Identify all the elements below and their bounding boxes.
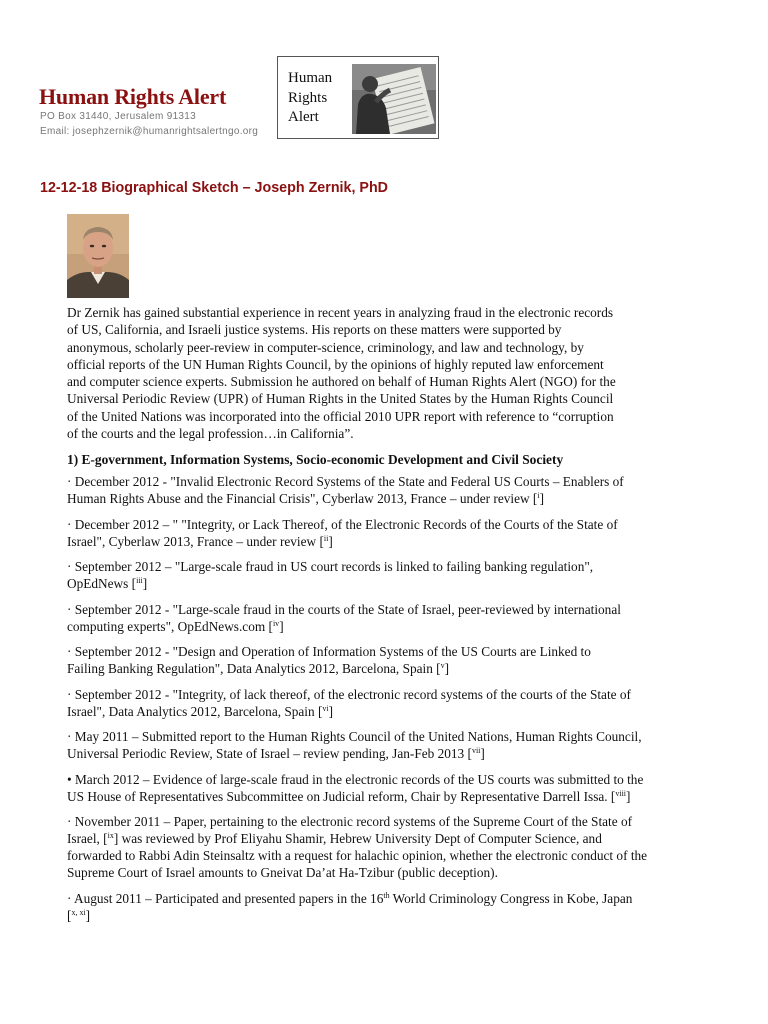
org-name: Human Rights Alert: [39, 84, 227, 109]
entry-line: [67, 703, 707, 720]
logo-wordmark: [288, 69, 332, 128]
entry-text: Universal Periodic Review, State of Israel – review pending, Jan-Feb 2013 [: [67, 746, 472, 761]
entry-line: [67, 516, 707, 533]
entry-text: • March 2012 – Evidence of large-scale fraud in the electronic records of the US courts was submitted to the: [67, 771, 644, 787]
publication-entry: [67, 813, 707, 881]
entry-line: [67, 686, 707, 703]
footnote-marker[interactable]: vii: [471, 746, 481, 755]
entry-text: ]: [142, 576, 148, 591]
entry-line: [67, 788, 707, 805]
entry-line: [67, 490, 707, 507]
entry-text: · September 2012 - "Design and Operation of Information Systems of the US Courts are Linked to: [67, 644, 591, 659]
footnote-marker[interactable]: i: [537, 491, 540, 500]
entry-text: ]: [328, 703, 334, 719]
footnote-marker[interactable]: x, xi: [71, 907, 86, 917]
footnote-marker[interactable]: iii: [136, 576, 143, 585]
publication-entry: [67, 643, 707, 677]
entry-line: [67, 864, 707, 881]
bio-line: of US, California, and Israeli justice systems. His reports on these matters were supported by: [67, 322, 562, 338]
entry-text: ]: [85, 907, 91, 923]
entry-text: · September 2012 - "Large-scale fraud in the courts of the State of Israel, peer-reviewed by international: [67, 601, 621, 617]
entry-text: computing experts", OpEdNews.com [: [67, 618, 273, 634]
entry-text: Failing Banking Regulation", Data Analytics 2012, Barcelona, Spain [: [67, 661, 441, 676]
entry-text: US House of Representatives Subcommittee on Judicial reform, Chair by Representative Darrell Issa. [: [67, 788, 616, 804]
entry-text: ]: [444, 661, 450, 676]
entry-text: ]: [480, 746, 485, 761]
publication-entry: [67, 890, 707, 924]
publication-entry: [67, 601, 707, 635]
entry-line: [67, 813, 707, 830]
publication-entry: [67, 728, 707, 762]
footnote-marker[interactable]: iv: [272, 618, 280, 628]
entry-text: OpEdNews [: [67, 576, 137, 591]
footnote-marker[interactable]: ii: [323, 533, 329, 543]
entry-text: forwarded to Rabbi Adin Steinsaltz with a request for halachic opinion, whether the electronic conduct of the: [67, 848, 648, 863]
footnote-marker[interactable]: th: [383, 890, 390, 900]
entry-line: [67, 771, 707, 788]
bio-line: of the courts and the legal profession…in California”.: [67, 426, 354, 442]
entry-text: Israel, [: [67, 831, 108, 846]
entry-line: [67, 575, 707, 592]
footnote-marker[interactable]: viii: [615, 788, 627, 798]
entry-text: ]: [626, 788, 631, 804]
entry-text: ]: [539, 491, 545, 506]
entry-line: [67, 643, 707, 660]
entry-text: ]: [279, 618, 284, 634]
footnote-marker[interactable]: vi: [322, 703, 329, 713]
entry-text: · September 2012 – "Large-scale fraud in US court records is linked to failing banking regulation",: [67, 559, 594, 574]
entry-text: World Criminology Congress in Kobe, Japan: [389, 890, 633, 906]
entry-line: [67, 890, 707, 907]
bio-line: Dr Zernik has gained substantial experience in recent years in analyzing fraud in the electronic records: [67, 305, 614, 320]
entry-line: [67, 907, 707, 924]
publication-entry: [67, 686, 707, 720]
publication-entry: [67, 771, 707, 805]
entry-line: [67, 558, 707, 575]
entry-line: [67, 601, 707, 618]
entry-line: [67, 745, 707, 762]
publication-list: [67, 473, 707, 932]
footnote-marker[interactable]: v: [440, 661, 445, 670]
document-title: 12-12-18 Biographical Sketch – Joseph Zernik, PhD: [40, 180, 389, 196]
org-email: Email: josephzernik@humanrightsalertngo.org: [40, 126, 259, 137]
author-portrait-photo: [67, 214, 129, 298]
entry-text: · September 2012 - "Integrity, of lack thereof, of the electronic record systems of the courts of the State of: [67, 686, 631, 702]
org-logo: [277, 56, 439, 139]
bio-line: anonymous, scholarly peer-review in computer-science, criminology, and law and technology, by: [67, 339, 584, 355]
entry-text: ] was reviewed by Prof Eliyahu Shamir, Hebrew University Dept of Computer Science, and: [113, 831, 602, 846]
bio-line: Universal Periodic Review (UPR) of Human Rights in the United States by the Human Rights Council: [67, 391, 614, 407]
entry-text: ]: [328, 533, 333, 549]
entry-text: Human Rights Abuse and the Financial Crisis", Cyberlaw 2013, France – under review [: [67, 491, 538, 506]
logo-word: Human: [288, 70, 333, 86]
org-address: PO Box 31440, Jerusalem 91313: [40, 111, 197, 122]
entry-line: [67, 847, 707, 864]
entry-text: Israel", Cyberlaw 2013, France – under review [: [67, 533, 324, 549]
entry-line: [67, 618, 707, 635]
publication-entry: [67, 473, 707, 507]
biography-paragraph: [67, 304, 707, 442]
logo-word: Rights: [288, 89, 328, 106]
logo-word: Alert: [288, 109, 319, 125]
bio-line: and computer science experts. Submission he authored on behalf of Human Rights Alert (NGO) for the: [67, 374, 616, 390]
entry-line: [67, 533, 707, 550]
publication-entry: [67, 516, 707, 550]
logo-photo-image: [352, 64, 436, 134]
entry-text: · November 2011 – Paper, pertaining to the electronic record systems of the Supreme Court of the State of: [67, 814, 633, 829]
entry-line: [67, 660, 707, 677]
entry-line: [67, 728, 707, 745]
bio-line: official reports of the UN Human Rights Council, by the opinions of highly reputed law enforcement: [67, 356, 604, 372]
entry-text: · December 2012 - "Invalid Electronic Record Systems of the State and Federal US Courts – Enablers of: [67, 474, 624, 489]
entry-text: · August 2011 – Participated and presented papers in the 16: [67, 890, 384, 906]
entry-text: [: [67, 907, 72, 923]
entry-text: Supreme Court of Israel amounts to Gneivat Da’at Ha-Tzibur (public deception).: [67, 865, 498, 880]
entry-text: · May 2011 – Submitted report to the Human Rights Council of the United Nations, Human Rights Council,: [67, 729, 642, 744]
section-heading: 1) E-government, Information Systems, Socio-economic Development and Civil Society: [67, 452, 564, 467]
entry-text: · December 2012 – " "Integrity, or Lack Thereof, of the Electronic Records of the Courts of the State of: [67, 516, 618, 532]
entry-line: [67, 830, 707, 847]
footnote-marker[interactable]: ix: [107, 831, 114, 840]
entry-text: Israel", Data Analytics 2012, Barcelona, Spain [: [67, 703, 323, 719]
bio-line: of the United Nations was incorporated into the official 2010 UPR report with reference to “corruption: [67, 408, 614, 424]
publication-entry: [67, 558, 707, 592]
entry-line: [67, 473, 707, 490]
